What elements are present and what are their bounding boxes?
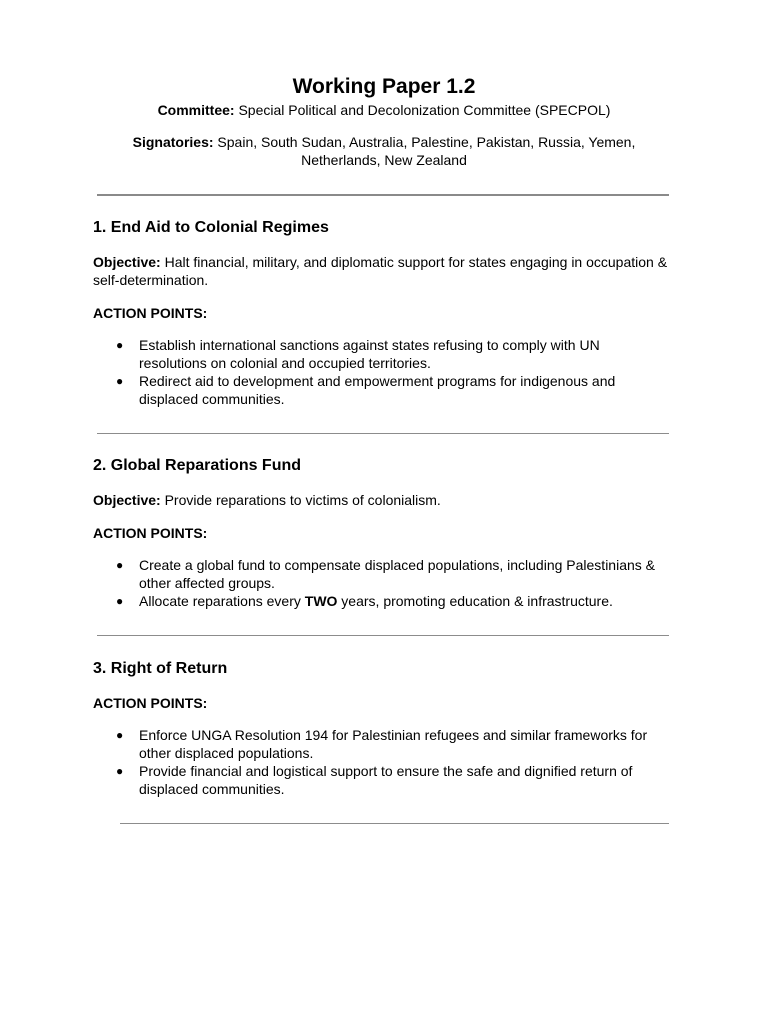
bullet-icon: ●: [116, 764, 124, 778]
bullet-icon: ●: [116, 338, 124, 352]
bullet-icon: ●: [116, 374, 124, 388]
committee-label: Committee:: [157, 102, 235, 118]
footer-divider: [120, 823, 669, 824]
section-1-bullet-list: [93, 336, 668, 408]
committee-value: Special Political and Decolonization Committee (SPECPOL): [234, 102, 611, 118]
bullet-text-bold: TWO: [304, 593, 338, 609]
list-item: [93, 592, 668, 610]
signatories-line: [100, 133, 668, 169]
section-2-heading: 2. Global Reparations Fund: [93, 457, 302, 474]
objective-label: Objective:: [93, 254, 161, 270]
objective-label: Objective:: [93, 492, 161, 508]
section-2-bullet-list: [93, 556, 668, 610]
bullet-icon: ●: [116, 594, 124, 608]
section-divider: [97, 433, 669, 434]
objective-text: Provide reparations to victims of colonialism.: [160, 492, 441, 508]
bullet-text: Provide financial and logistical support to ensure the safe and dignified return of displaced communities.: [139, 763, 633, 797]
list-item: [93, 336, 668, 372]
section-3-action-points-label: ACTION POINTS:: [93, 695, 208, 711]
committee-line: [0, 101, 768, 119]
section-1-action-points-label: ACTION POINTS:: [93, 305, 208, 321]
bullet-text: Establish international sanctions against states refusing to comply with UN resolutions on colonial and occupied territories.: [139, 337, 600, 371]
bullet-icon: ●: [116, 558, 124, 572]
section-2-action-points-label: ACTION POINTS:: [93, 525, 208, 541]
list-item: [93, 726, 668, 762]
bullet-icon: ●: [116, 728, 124, 742]
bullet-text-pre: Allocate reparations every: [139, 593, 305, 609]
bullet-text: Redirect aid to development and empowerment programs for indigenous and displaced communities.: [139, 373, 616, 407]
section-2-objective: [93, 491, 683, 509]
page-title: Working Paper 1.2: [292, 75, 476, 98]
bullet-text: Enforce UNGA Resolution 194 for Palestinian refugees and similar frameworks for other displaced populations.: [139, 727, 648, 761]
section-divider: [97, 635, 669, 636]
list-item: [93, 372, 668, 408]
section-3-heading: 3. Right of Return: [93, 660, 228, 677]
list-item: [93, 762, 668, 798]
section-1-objective: [93, 253, 683, 289]
signatories-value: Spain, South Sudan, Australia, Palestine, Pakistan, Russia, Yemen, Netherlands, New Zealand: [213, 134, 636, 168]
bullet-text: Create a global fund to compensate displaced populations, including Palestinians & other affected groups.: [139, 557, 656, 591]
bullet-text-post: years, promoting education & infrastructure.: [337, 593, 613, 609]
objective-text: Halt financial, military, and diplomatic support for states engaging in occupation & self-determination.: [93, 254, 668, 288]
header-divider: [97, 194, 669, 196]
section-1-heading: 1. End Aid to Colonial Regimes: [93, 219, 329, 236]
list-item: [93, 556, 668, 592]
section-3-bullet-list: [93, 726, 668, 798]
signatories-label: Signatories:: [132, 134, 214, 150]
